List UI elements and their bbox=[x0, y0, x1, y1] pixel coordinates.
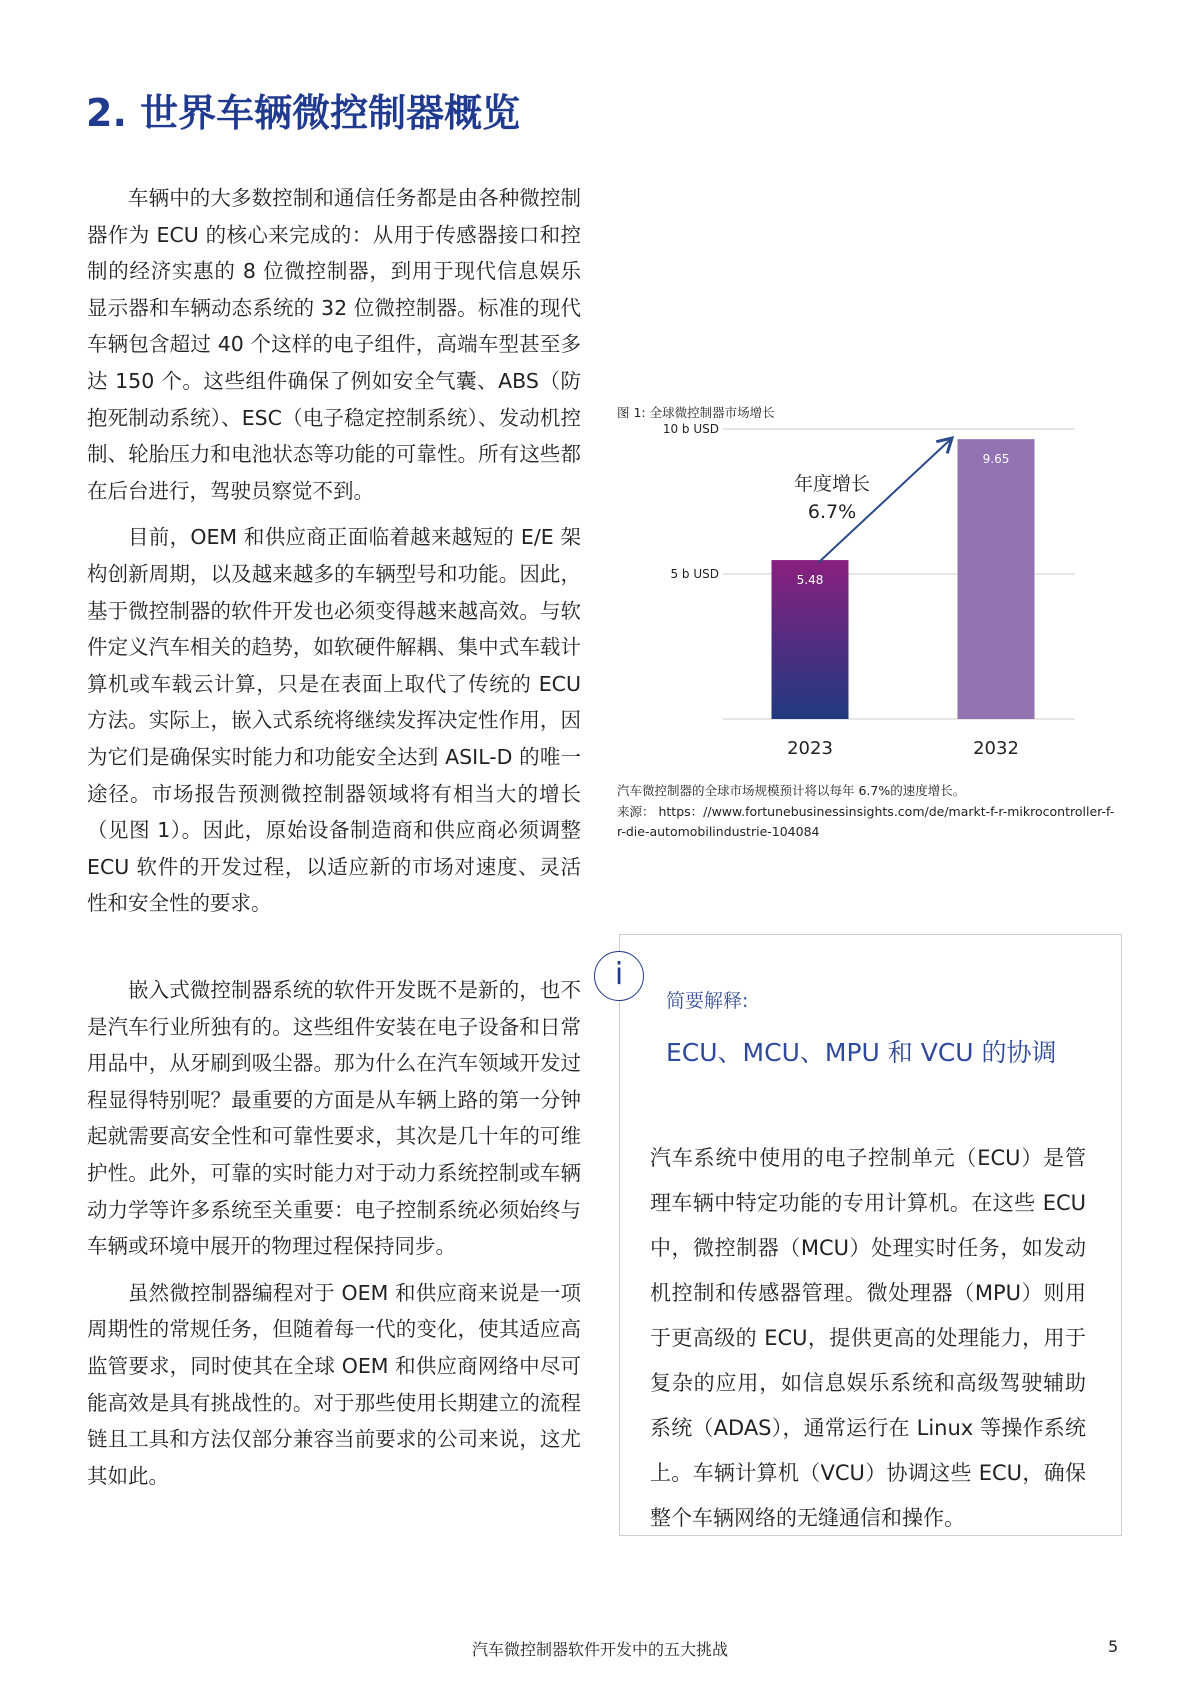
y-tick-label: 5 b USD bbox=[670, 567, 719, 581]
section-heading: 2. 世界车辆微控制器概览 bbox=[86, 91, 521, 135]
bar-2032 bbox=[958, 439, 1035, 719]
figure-note-text: 汽车微控制器的全球市场规模预计将以每年 6.7%的速度增长。 bbox=[617, 783, 966, 798]
paragraph: 嵌入式微控制器系统的软件开发既不是新的，也不是汽车行业所独有的。这些组件安装在电子设备和日常用品中，从牙刷到吸尘器。那为什么在汽车领域开发过程显得特别呢？最重要的方面是从车辆上路的第一分钟起就需要高安全性和可靠性要求，其次是几十年的可维护性。此外，可靠的实时能力对于动力系统控制或车辆动力学等许多系统至关重要：电子控制系统必须始终与车辆或环境中展开的物理过程保持同步。 bbox=[87, 978, 581, 1259]
figure-source: 来源： https：//www.fortunebusinessinsights.com/de/markt-f-r-mikrocontroller-f-r-die-automobilindustrie-104084 bbox=[617, 804, 1115, 839]
figure-caption: 图 1: 全球微控制器市场增长 bbox=[617, 405, 775, 420]
paragraph: 目前，OEM 和供应商正面临着越来越短的 E/E 架构创新周期，以及越来越多的车辆型号和功能。因此，基于微控制器的软件开发也必须变得越来越高效。与软件定义汽车相关的趋势，如软硬件解耦、集中式车载计算机或车载云计算，只是在表面上取代了传统的 ECU 方法。实际上，嵌入式系统将继续发挥决定性作用，因为它们是确保实时能力和功能安全达到 ASIL-D 的唯一途径。市场报告预测微控制器领域将有相当大的增长（见图 1）。因此，原始设备制造商和供应商必须调整 ECU 软件的开发过程，以适应新的市场对速度、灵活性和安全性的要求。 bbox=[87, 525, 581, 916]
body-column-lower bbox=[87, 972, 581, 1504]
info-box-body: 汽车系统中使用的电子控制单元（ECU）是管理车辆中特定功能的专用计算机。在这些 ECU 中，微控制器（MCU）处理实时任务，如发动机控制和传感器管理。微处理器（MPU）则用于更高级的 ECU，提供更高的处理能力，用于复杂的应用，如信息娱乐系统和高级驾驶辅助系统（ADAS），通常运行在 Linux 等操作系统上。车辆计算机（VCU）协调这些 ECU，确保整个车辆网络的无缝通信和操作。 bbox=[650, 1146, 1086, 1530]
footer-title: 汽车微控制器软件开发中的五大挑战 bbox=[471, 1640, 728, 1659]
info-box-kicker: 简要解释: bbox=[666, 990, 749, 1012]
x-tick-label: 2023 bbox=[787, 738, 833, 759]
figure-note bbox=[617, 780, 1117, 842]
bar-value-label: 9.65 bbox=[982, 452, 1010, 467]
bar-value-label: 5.48 bbox=[796, 573, 824, 588]
y-tick-label: 10 b USD bbox=[662, 422, 719, 436]
annotation-line2: 6.7% bbox=[807, 501, 857, 523]
x-tick-label: 2032 bbox=[973, 738, 1019, 759]
page-number: 5 bbox=[1108, 1637, 1119, 1656]
body-column bbox=[87, 180, 581, 932]
info-box-heading: ECU、MCU、MPU 和 VCU 的协调 bbox=[666, 1038, 1057, 1067]
paragraph: 虽然微控制器编程对于 OEM 和供应商来说是一项周期性的常规任务，但随着每一代的变化，使其适应高监管要求，同时使其在全球 OEM 和供应商网络中尽可能高效是具有挑战性的。对于那些使用长期建立的流程链且工具和方法仅部分兼容当前要求的公司来说，这尤其如此。 bbox=[87, 1280, 581, 1488]
annotation-line1: 年度增长 bbox=[793, 473, 871, 495]
paragraph: 车辆中的大多数控制和通信任务都是由各种微控制器作为 ECU 的核心来完成的：从用于传感器接口和控制的经济实惠的 8 位微控制器，到用于现代信息娱乐显示器和车辆动态系统的 32 位微控制器。标准的现代车辆包含超过 40 个这样的电子组件，高端车型甚至多达 150 个。这些组件确保了例如安全气囊、ABS（防抱死制动系统）、ESC（电子稳定控制系统）、发动机控制、轮胎压力和电池状态等功能的可靠性。所有这些都在后台进行，驾驶员察觉不到。 bbox=[87, 186, 581, 503]
info-icon: i bbox=[594, 951, 644, 1001]
bar-chart bbox=[600, 420, 1100, 770]
